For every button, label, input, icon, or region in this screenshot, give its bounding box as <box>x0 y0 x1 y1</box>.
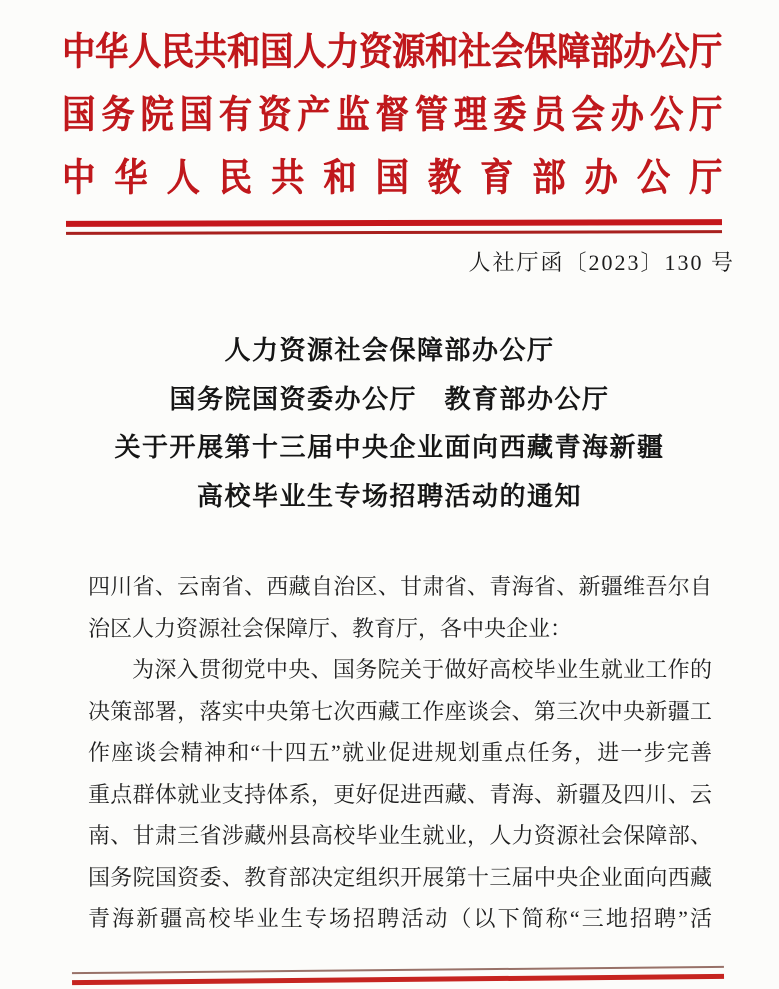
letterhead-line-moe: 中华人民共和国教育部办公厅 <box>62 158 722 200</box>
body-line: 作座谈会精神和“十四五”就业促进规划重点任务，进一步完善 <box>88 740 712 765</box>
letterhead <box>62 22 722 211</box>
letterhead-line-sasac: 国务院国有资产监督管理委员会办公厅 <box>62 95 722 137</box>
title-line-issuer-1: 人力资源社会保障部办公厅 <box>224 336 555 365</box>
body-line: 国务院国资委、教育部决定组织开展第十三届中央企业面向西藏 <box>88 864 712 890</box>
body-line: 决策部署，落实中央第七次西藏工作座谈会、第三次中央新疆工 <box>88 698 712 724</box>
notice-body <box>88 566 712 940</box>
title-line-issuer-2: 国务院国资委办公厅 教育部办公厅 <box>169 384 610 414</box>
notice-title <box>0 327 779 521</box>
body-line-paragraph-start: 为深入贯彻党中央、国务院关于做好高校毕业生就业工作的 <box>132 657 712 682</box>
title-line-subject-2: 高校毕业生专场招聘活动的通知 <box>196 481 582 511</box>
title-line-subject-1: 关于开展第十三届中央企业面向西藏青海新疆 <box>114 433 665 462</box>
body-line-salutation-1: 四川省、云南省、西藏自治区、甘肃省、青海省、新疆维吾尔自 <box>88 574 712 599</box>
next-page-edge <box>72 966 724 985</box>
body-line: 南、甘肃三省涉藏州县高校毕业生就业，人力资源社会保障部、 <box>88 823 712 848</box>
letterhead-line-mohrss: 中华人民共和国人力资源和社会保障部办公厅 <box>62 32 722 74</box>
body-line-salutation-2: 治区人力资源社会保障厅、教育厅，各中央企业： <box>88 615 573 641</box>
letterhead-divider <box>66 219 722 234</box>
body-line: 重点群体就业支持体系，更好促进西藏、青海、新疆及四川、云 <box>88 781 712 807</box>
body-line-last: 青海新疆高校毕业生专场招聘活动（以下简称“三地招聘”活 <box>88 906 712 931</box>
document-number: 人社厅函〔2023〕130 号 <box>468 250 735 275</box>
divider-thin-line <box>66 230 722 234</box>
